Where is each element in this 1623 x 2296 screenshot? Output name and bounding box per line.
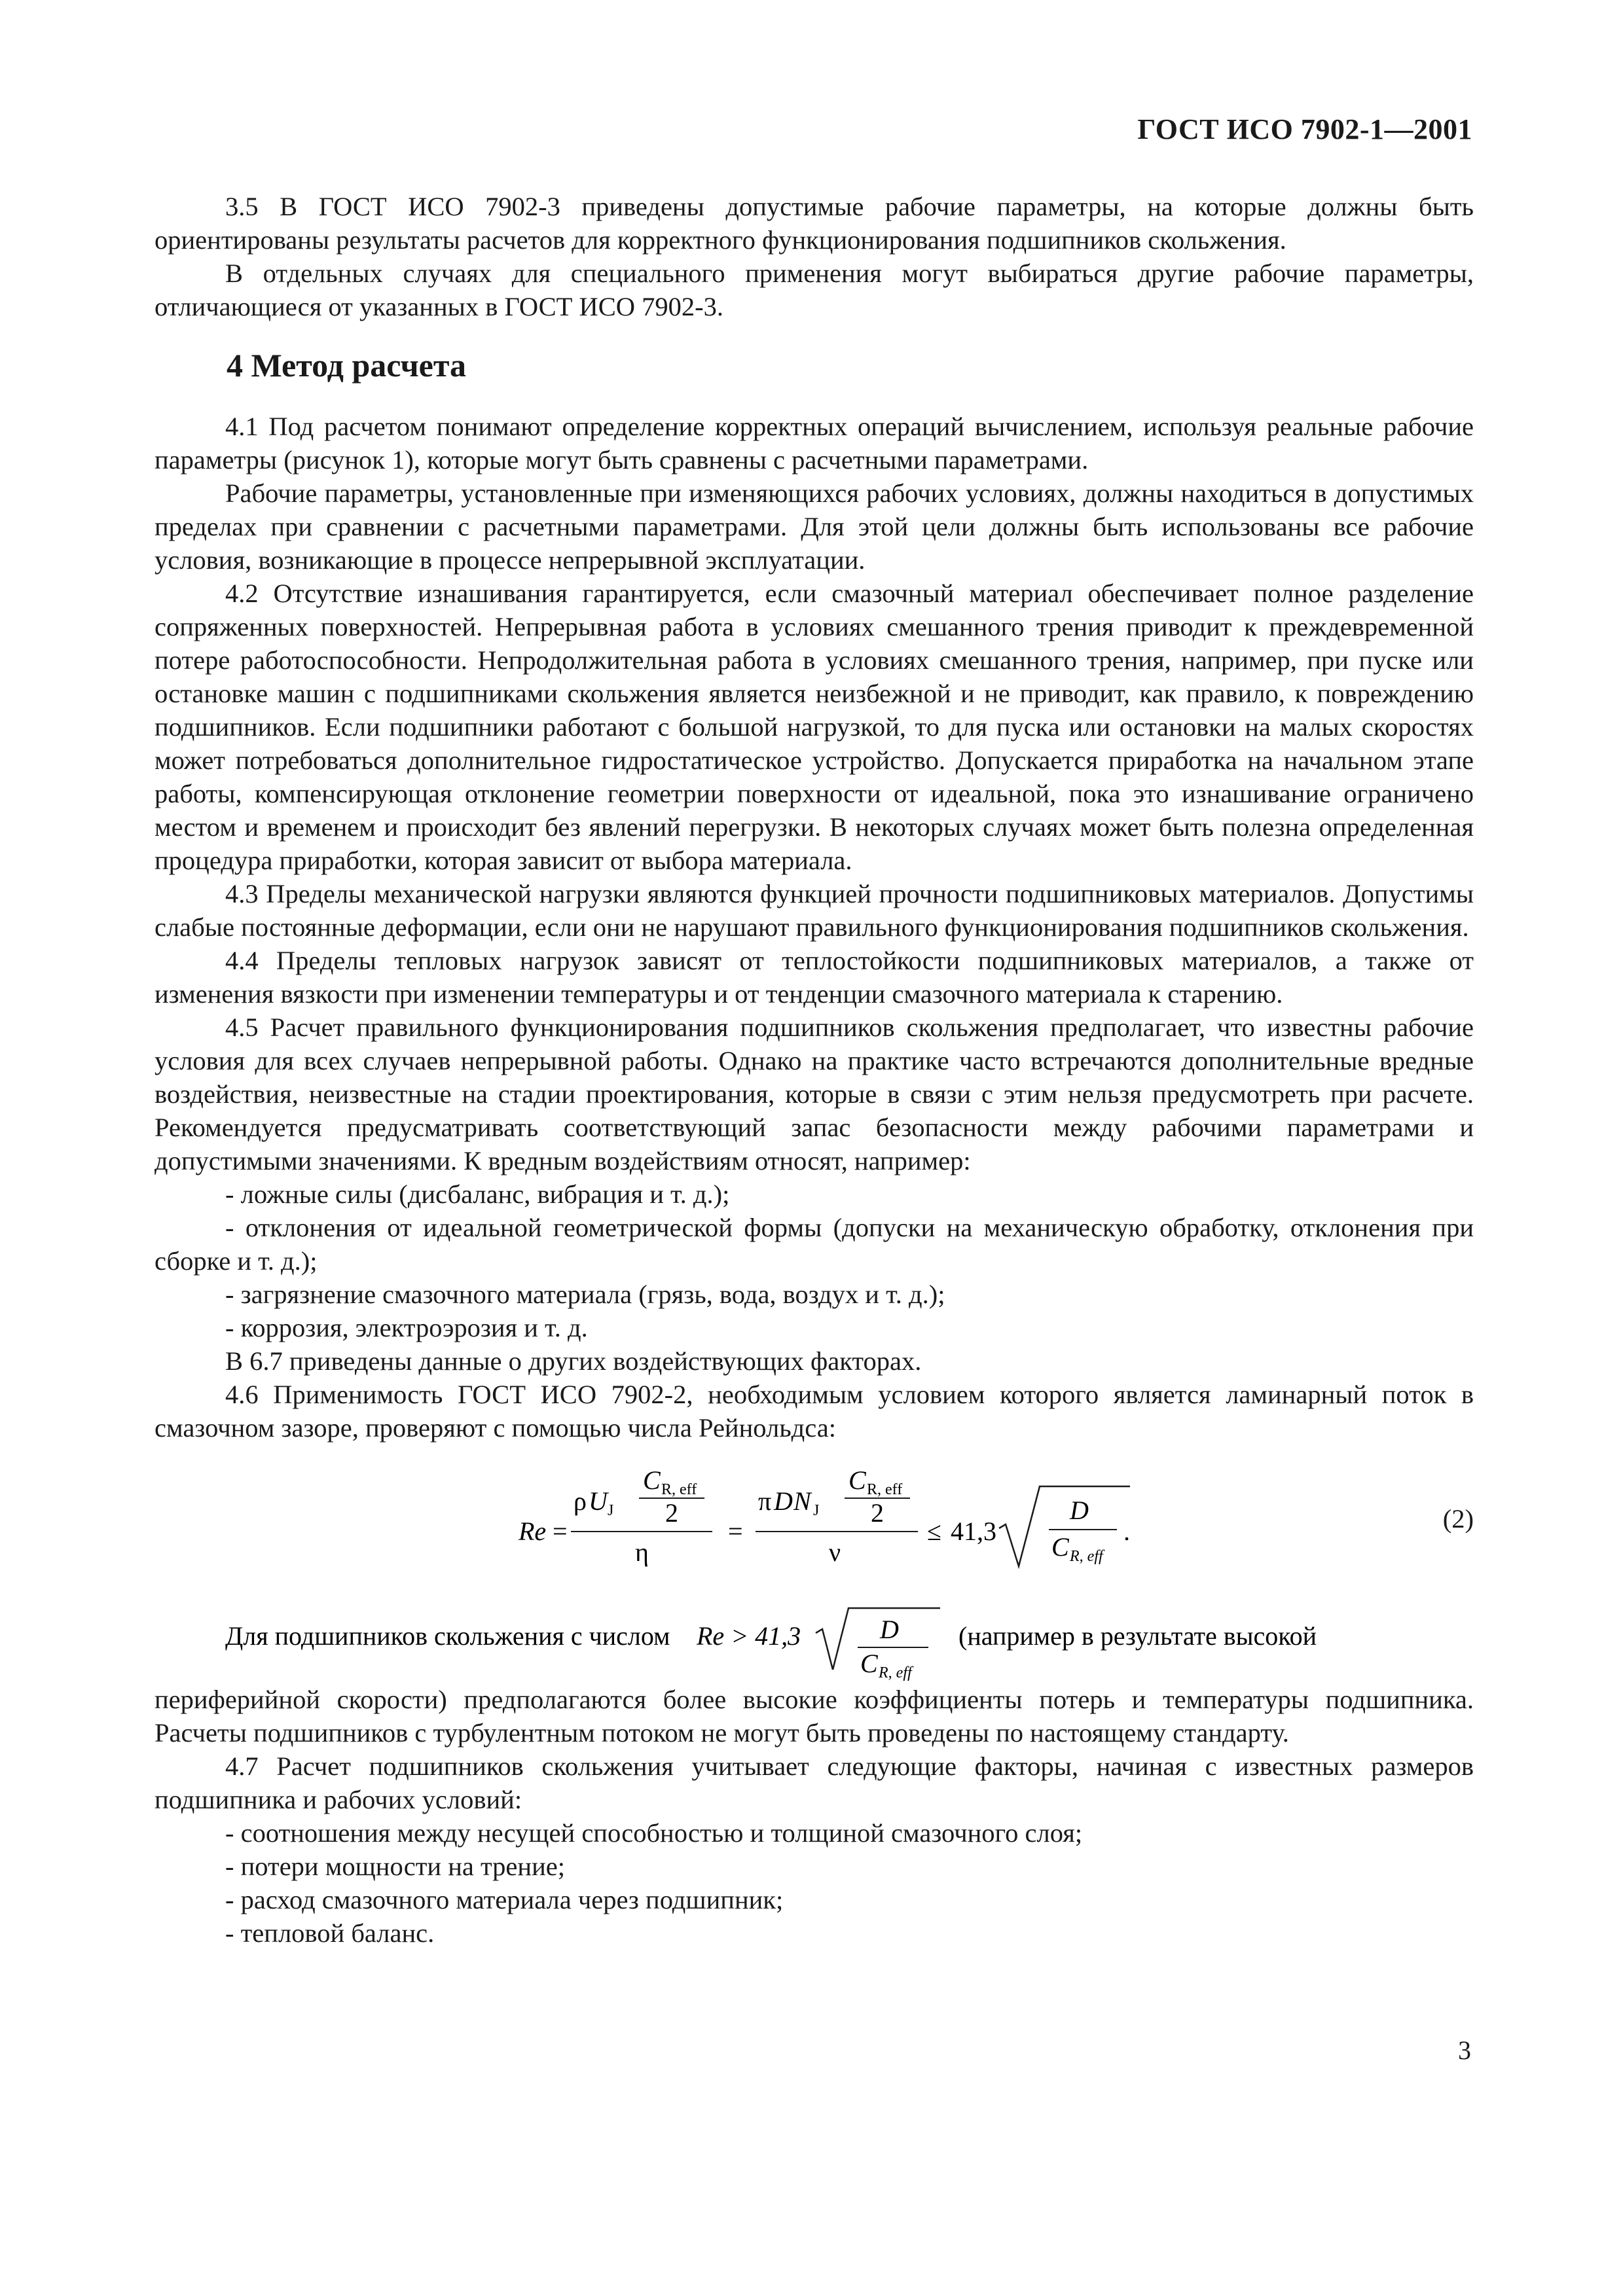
formula-eta: η: [635, 1537, 649, 1567]
formula-pi: π: [758, 1486, 772, 1516]
formula-nu: ν: [829, 1537, 841, 1567]
formula-svg: [155, 1456, 1474, 1585]
list-item: - коррозия, электроэрозия и т. д.: [225, 1313, 588, 1342]
formula-eq-1: =: [553, 1516, 568, 1546]
document-body: [155, 190, 1474, 1950]
formula-C3: C: [1051, 1532, 1069, 1562]
list-item: - ложные силы (дисбаланс, вибрация и т. д.);: [225, 1179, 730, 1209]
page-number: 3: [1458, 2036, 1471, 2065]
paragraph-4-4: 4.4 Пределы тепловых нагрузок зависят от теплостойкости подшипниковых материалов, а также от изменения вязкости при изменении температуры и от тенденции смазочного материала к старению.: [155, 946, 1474, 1009]
equation-number: (2): [1442, 1504, 1474, 1534]
paragraph-3-5-a: 3.5 В ГОСТ ИСО 7902-3 приведены допустимые рабочие параметры, на которые должны быть ориентированы результаты расчетов для корректного функционирования подшипников скольжения.: [155, 192, 1474, 255]
document-code-header: ГОСТ ИСО 7902-1—2001: [1137, 113, 1472, 145]
formula-eq-2: =: [728, 1516, 743, 1546]
formula-lhs: Re: [519, 1516, 547, 1546]
formula-D-num: D: [1070, 1496, 1089, 1525]
inline-text-a: Для подшипников скольжения с числом: [225, 1621, 670, 1651]
formula-D: D: [774, 1486, 793, 1516]
list-item: - расход смазочного материала через подшипник;: [225, 1885, 784, 1914]
paragraph-4-5-end: В 6.7 приведены данные о других воздействующих факторах.: [225, 1346, 922, 1376]
formula-sub-J-2: J: [813, 1502, 820, 1519]
reynolds-formula: [155, 1456, 1474, 1585]
formula-sub-J: J: [608, 1502, 614, 1519]
list-item: - соотношения между несущей способностью и толщиной смазочного слоя;: [225, 1818, 1083, 1848]
section-heading: 4 Метод расчета: [227, 347, 467, 384]
paragraph-4-6-continued: периферийной скорости) предполагаются более высокие коэффициенты потерь и температуры подшипника. Расчеты подшипников с турбулентным потоком не могут быть проведены по настоящему стандарту.: [155, 1685, 1474, 1748]
formula-dot: .: [1123, 1516, 1130, 1546]
formula-C1: C: [643, 1465, 661, 1495]
formula-U: U: [589, 1486, 608, 1516]
formula-two-1: 2: [665, 1498, 678, 1528]
paragraph-3-5-b: В отдельных случаях для специального применения могут выбираться другие рабочие параметры, отличающиеся от указанных в ГОСТ ИСО 7902-3.: [155, 259, 1474, 321]
inline-C: C: [860, 1649, 878, 1678]
inline-D: D: [880, 1615, 899, 1644]
formula-sub-reff-2: R, eff: [867, 1481, 903, 1498]
formula-sub-reff-1: R, eff: [661, 1481, 697, 1498]
paragraph-4-3: 4.3 Пределы механической нагрузки являются функцией прочности подшипниковых материалов. Допустимы слабые постоянные деформации, если они не нарушают правильного функционирования подшипников скольжения.: [155, 879, 1474, 942]
inline-sub-reff: R, eff: [879, 1664, 912, 1681]
paragraph-4-1-b: Рабочие параметры, установленные при изменяющихся рабочих условиях, должны находиться в допустимых пределах при сравнении с расчетными параметрами. Для этой цели должны быть использованы все рабочие условия, возникающие в процессе непрерывной эксплуатации.: [155, 478, 1474, 575]
formula-rho: ρ: [574, 1486, 587, 1516]
list-item: - отклонения от идеальной геометрической формы (допуски на механическую обработку, отклонения при сборке и т. д.);: [155, 1213, 1474, 1276]
paragraph-4-5: 4.5 Расчет правильного функционирования подшипников скольжения предполагает, что известны рабочие условия для всех случаев непрерывной работы. Однако на практике часто встречаются дополнительные вредные воздействия, неизвестные на стадии проектирования, которые в связи с этим нельзя предусмотреть при расчете. Рекомендуется предусматривать соответствующий запас безопасности между рабочими параметрами и допустимыми значениями. К вредным воздействиям относят, например:: [155, 1013, 1474, 1175]
inline-formula-svg: [155, 1604, 1474, 1683]
formula-C2: C: [848, 1465, 866, 1495]
paragraph-4-7: 4.7 Расчет подшипников скольжения учитывает следующие факторы, начиная с известных размеров подшипника и рабочих условий:: [155, 1751, 1474, 1814]
list-item: - потери мощности на трение;: [225, 1852, 565, 1881]
formula-sub-reff-3: R, eff: [1070, 1548, 1103, 1565]
formula-le: ≤: [927, 1516, 941, 1546]
formula-const: 41,3: [951, 1516, 996, 1546]
list-item: - тепловой баланс.: [225, 1918, 435, 1948]
paragraph-4-2: 4.2 Отсутствие изнашивания гарантируется, если смазочный материал обеспечивает полное разделение сопряженных поверхностей. Непрерывная работа в условиях смешанного трения приводит к преждевременной потере работоспособности. Непродолжительная работа в условиях смешанного трения, например, при пуске или остановке машин с подшипниками скольжения является неизбежной и не приводит, как правило, к повреждению подшипников. Если подшипники работают с большой нагрузкой, то для пуска или остановки на малых скоростях может потребоваться дополнительное гидростатическое устройство. Допускается приработка на начальном этапе работы, компенсирующая отклонение геометрии поверхности от идеальной, пока это изнашивание ограничено местом и временем и происходит без явлений перегрузки. В некоторых случаях может быть полезна определенная процедура приработки, которая зависит от выбора материала.: [155, 579, 1474, 875]
list-item: - загрязнение смазочного материала (грязь, вода, воздух и т. д.);: [225, 1280, 945, 1309]
inline-text-b: (например в результате высокой: [958, 1621, 1317, 1651]
paragraph-4-1-a: 4.1 Под расчетом понимают определение корректных операций вычислением, используя реальные рабочие параметры (рисунок 1), которые могут быть сравнены с расчетными параметрами.: [155, 412, 1474, 475]
sqrt-sign: [816, 1608, 940, 1670]
paragraph-4-6: 4.6 Применимость ГОСТ ИСО 7902-2, необходимым условием которого является ламинарный поток в смазочном зазоре, проверяют с помощью числа Рейнольдса:: [155, 1380, 1474, 1443]
formula-two-2: 2: [871, 1498, 884, 1528]
inline-re-condition: Re > 41,3: [697, 1621, 801, 1651]
inline-formula-line: [155, 1604, 1474, 1683]
formula-N: N: [793, 1486, 811, 1516]
